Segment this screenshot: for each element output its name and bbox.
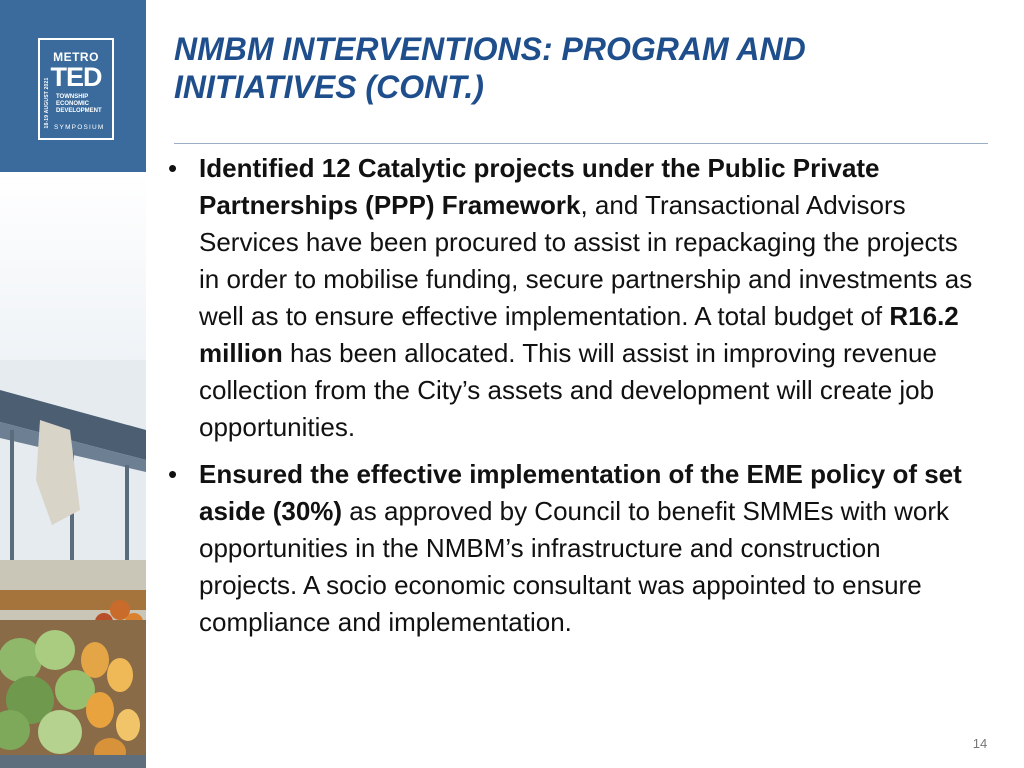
sidebar-gradient xyxy=(0,172,146,372)
logo-symposium-text: SYMPOSIUM xyxy=(54,124,105,131)
logo-date: 18-19 AUGUST 2021 xyxy=(44,77,50,129)
bullet-item-ppp xyxy=(164,150,984,446)
bullet-ppp-bold-lead: Identified 12 Catalytic projects under the Public Private Partnerships (PPP) Framework xyxy=(199,153,880,220)
bullet-ppp-budget: R16.2 million xyxy=(199,301,959,368)
bullet-ppp-text: , and Transactional Advisors Services have been procured to assist in repackaging the projects in order to mobilise funding, secure partnership and investments as well as to ensure effective implementation. A total budget of xyxy=(199,190,973,331)
market-stall-image xyxy=(0,360,146,768)
sidebar xyxy=(0,0,146,768)
logo-ted-text: TED xyxy=(50,62,102,92)
metro-ted-logo xyxy=(38,38,114,140)
slide-title-line-2: INITIATIVES (CONT.) xyxy=(174,69,484,105)
bullet-ppp-text-end: has been allocated. This will assist in improving revenue collection from the City’s assets and development will create job opportunities. xyxy=(199,338,937,442)
bullet-eme-bold-lead: Ensured the effective implementation of the EME policy of set aside (30%) xyxy=(199,459,962,526)
logo-subtitle: TOWNSHIP ECONOMIC DEVELOPMENT xyxy=(56,94,102,114)
bullet-icon: • xyxy=(168,153,178,183)
slide-title-line-1: NMBM INTERVENTIONS: PROGRAM AND xyxy=(174,31,806,67)
page-number: 14 xyxy=(972,736,988,751)
bullet-icon: • xyxy=(168,459,178,489)
bullet-item-eme xyxy=(164,456,984,641)
slide-body xyxy=(164,150,984,651)
logo-metro-text: METRO xyxy=(53,50,99,64)
title-divider xyxy=(174,143,988,144)
slide-title xyxy=(174,30,984,106)
bullet-eme-text: as approved by Council to benefit SMMEs with work opportunities in the NMBM’s infrastructure and construction projects. A socio economic consultant was appointed to ensure compliance and implementation. xyxy=(199,496,950,637)
